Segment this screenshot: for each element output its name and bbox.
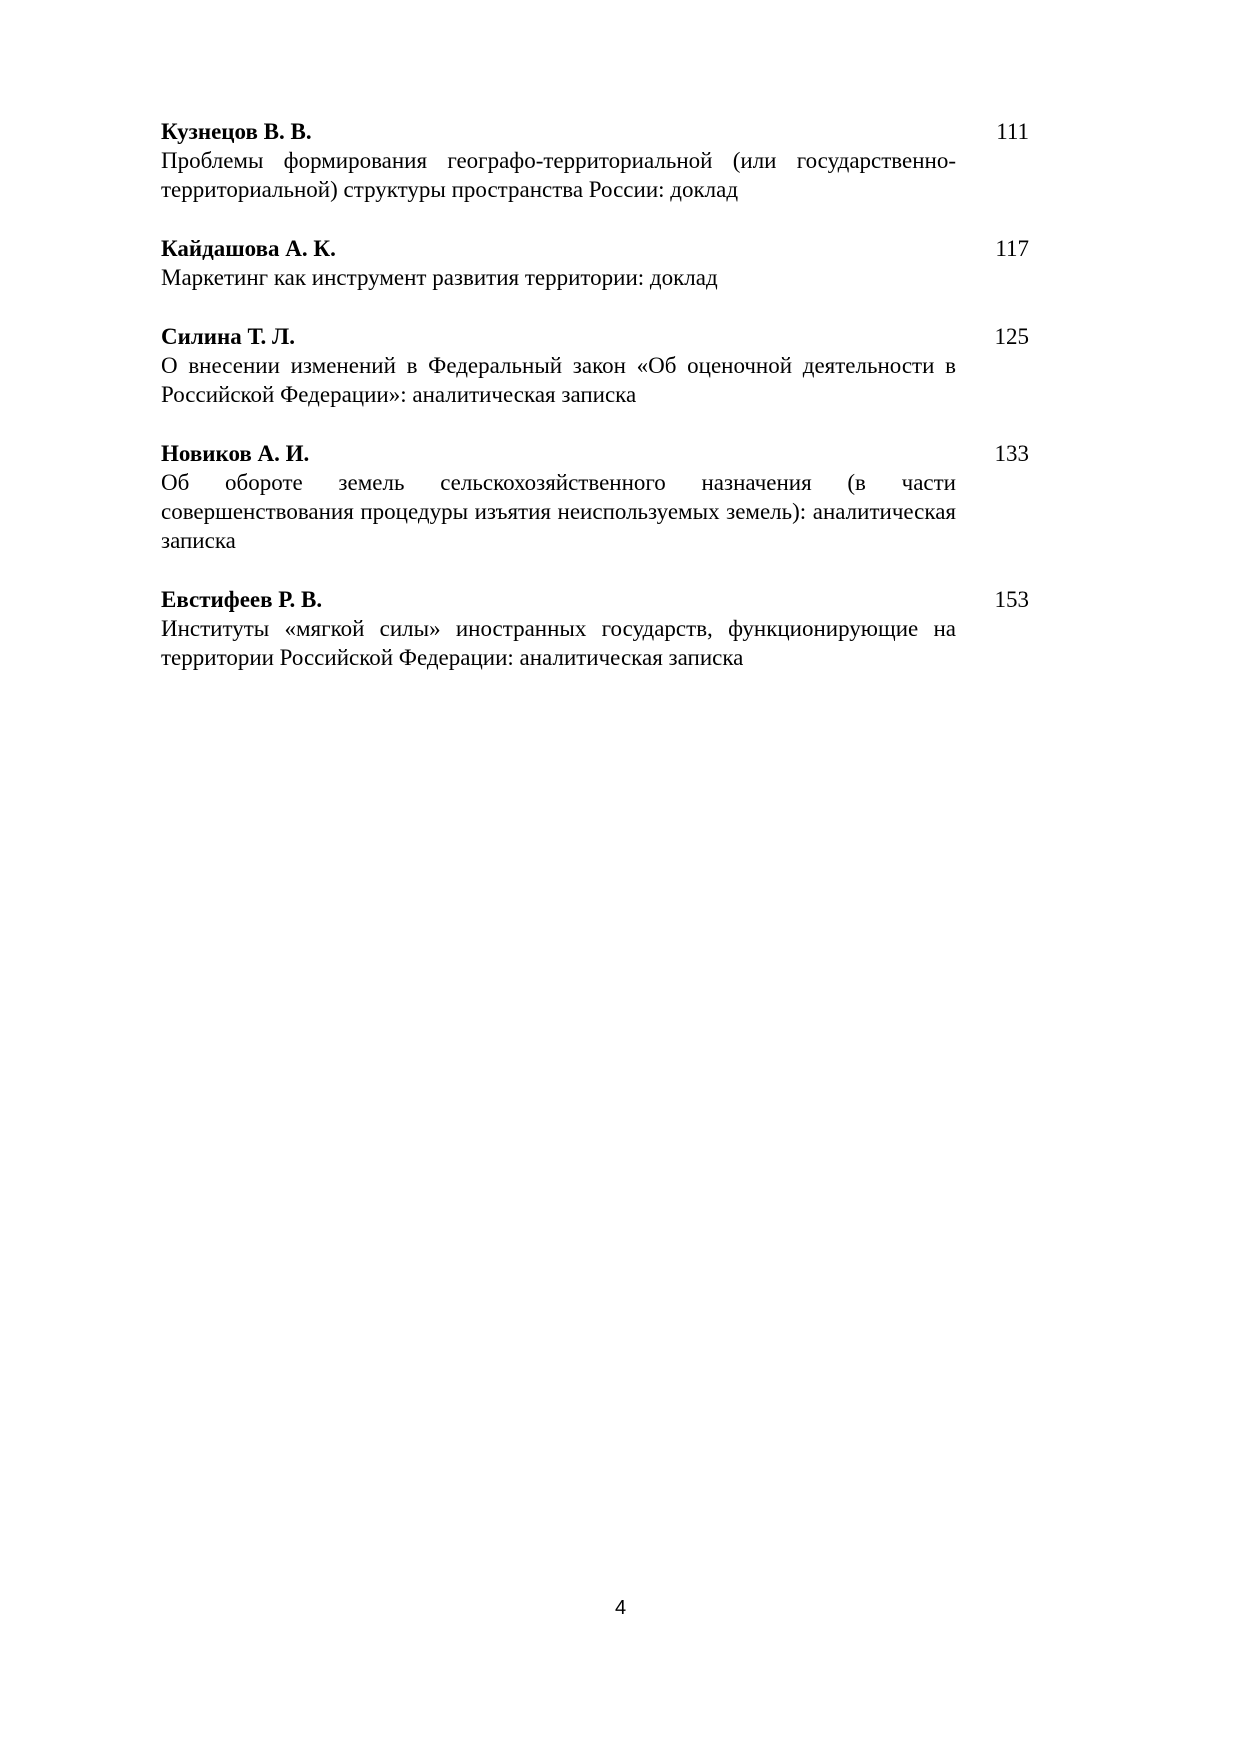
toc-entry[interactable] bbox=[161, 585, 1029, 672]
page-number: 4 bbox=[614, 1597, 627, 1619]
toc-entry-author: Силина Т. Л. bbox=[161, 324, 295, 349]
toc-entry[interactable] bbox=[161, 439, 1029, 555]
table-of-contents bbox=[161, 117, 1029, 702]
toc-entry-page: 153 bbox=[994, 587, 1029, 612]
toc-entry-author: Кайдашова А. К. bbox=[161, 236, 336, 261]
toc-entry-page: 117 bbox=[995, 236, 1029, 261]
toc-entry-page: 111 bbox=[996, 119, 1029, 144]
toc-entry-author: Кузнецов В. В. bbox=[161, 119, 312, 144]
toc-entry-title: Маркетинг как инструмент развития территории: доклад bbox=[161, 265, 718, 290]
toc-entry-title: Проблемы формирования географо-территориальной (или государственно-территориальной) структуры пространства России: доклад bbox=[161, 148, 956, 202]
toc-entry-title: Институты «мягкой силы» иностранных государств, функционирующие на территории Российской Федерации: аналитическая записка bbox=[161, 616, 956, 670]
toc-entry[interactable] bbox=[161, 117, 1029, 204]
toc-entry-page: 133 bbox=[994, 441, 1029, 466]
toc-entry[interactable] bbox=[161, 322, 1029, 409]
toc-entry-author: Новиков А. И. bbox=[161, 441, 310, 466]
toc-entry-title: О внесении изменений в Федеральный закон «Об оценочной деятельности в Российской Федерации»: аналитическая записка bbox=[161, 353, 956, 407]
toc-entry[interactable] bbox=[161, 234, 1029, 292]
toc-entry-title: Об обороте земель сельскохозяйственного назначения (в части совершенствования процедуры изъятия неиспользуемых земель): аналитическая записка bbox=[161, 470, 956, 553]
toc-entry-author: Евстифеев Р. В. bbox=[161, 587, 323, 612]
toc-entry-page: 125 bbox=[994, 324, 1029, 349]
